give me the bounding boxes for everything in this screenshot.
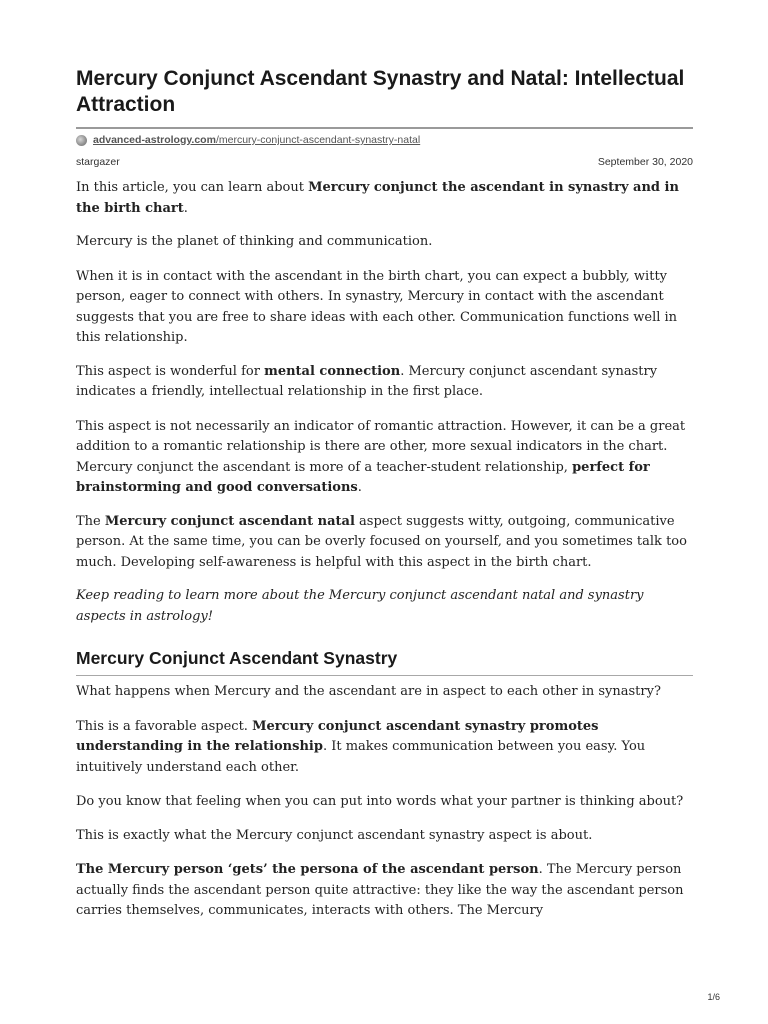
paragraph-text: aspect suggests witty, outgoing, communicative person. At the same time, you can be overly focused on yourself, and you sometimes talk too much. Developing self-awareness is helpful with this aspect in the birth chart. (76, 513, 687, 570)
article-title: Mercury Conjunct Ascendant Synastry and Natal: Intellectual Attraction (76, 67, 685, 116)
source-line (76, 134, 693, 146)
bold-text: Mercury conjunct the ascendant in synastry and in the birth chart (76, 180, 679, 216)
bold-text: The Mercury person ‘gets’ the persona of the ascendant person (76, 862, 539, 877)
paragraph-text: This is exactly what the Mercury conjunct ascendant synastry aspect is about. (76, 827, 593, 843)
intro-paragraph (76, 178, 693, 219)
intro-paragraph (76, 362, 693, 403)
bold-text: perfect for brainstorming and good conversations (76, 459, 650, 495)
paragraph-text: This aspect is wonderful for (76, 363, 265, 379)
bold-text: Mercury conjunct ascendant natal (104, 513, 355, 529)
paragraph-text: . (183, 200, 188, 216)
paragraph-text: In this article, you can learn about (76, 180, 309, 195)
intro-callout (76, 586, 693, 627)
paragraph-text: Do you know that feeling when you can put into words what your partner is thinking about? (76, 794, 684, 809)
paragraph-text: The (76, 513, 105, 529)
paragraph-text: Mercury is the planet of thinking and communication. (76, 234, 433, 249)
intro-paragraph (76, 267, 693, 349)
paragraph-text: . (357, 480, 362, 495)
intro-paragraph (76, 232, 693, 253)
section-paragraph (76, 826, 693, 847)
paragraph-text: This aspect is not necessarily an indicator of romantic attraction. However, it can be a great addition to a romantic relationship is there are other, more sexual indicators in the chart. Mercury conjunct the ascendant is more of a teacher-student relationship, (76, 418, 686, 475)
section-heading: Mercury Conjunct Ascendant Synastry (76, 648, 398, 668)
source-path[interactable]: /mercury-conjunct-ascendant-synastry-natal (215, 134, 421, 146)
author-name: stargazer (76, 156, 120, 168)
paragraph-text: This is a favorable aspect. (76, 718, 253, 734)
section-paragraph (76, 860, 693, 922)
section-divider (76, 675, 693, 676)
bold-text: mental connection (264, 363, 401, 379)
article-body (76, 178, 693, 922)
paragraph-text: . The Mercury person actually finds the ascendant person quite attractive: they like the way the ascendant person carries themselves, communicates, interacts with others. The Mercury (76, 862, 684, 918)
source-domain[interactable]: advanced-astrology.com (93, 134, 216, 146)
bold-text: Mercury conjunct ascendant synastry promotes understanding in the relationship (76, 718, 599, 754)
section-paragraph (76, 717, 693, 779)
paragraph-text: What happens when Mercury and the ascendant are in aspect to each other in synastry? (76, 684, 661, 699)
section-paragraph (76, 682, 693, 703)
article-page (76, 66, 693, 922)
intro-paragraph (76, 417, 693, 499)
paragraph-text: When it is in contact with the ascendant in the birth chart, you can expect a bubbly, witty person, eager to connect with others. In synastry, Mercury in contact with the ascendant suggests that you are free to share ideas with each other. Communication functions well in this relationship. (76, 268, 678, 345)
paragraph-text: . It makes communication between you easy. You intuitively understand each other. (76, 739, 646, 775)
publish-date: September 30, 2020 (597, 156, 693, 168)
section-paragraph (76, 792, 693, 813)
title-divider (76, 127, 693, 129)
article-meta (76, 156, 693, 168)
source-link[interactable] (93, 134, 420, 146)
intro-paragraph (76, 512, 693, 574)
italic-text: Keep reading to learn more about the Mercury conjunct ascendant natal and synastry aspects in astrology! (76, 588, 644, 624)
paragraph-text: . Mercury conjunct ascendant synastry indicates a friendly, intellectual relationship in the first place. (76, 363, 658, 399)
page-indicator: 1/6 (707, 992, 720, 1002)
site-favicon-icon (76, 135, 87, 146)
